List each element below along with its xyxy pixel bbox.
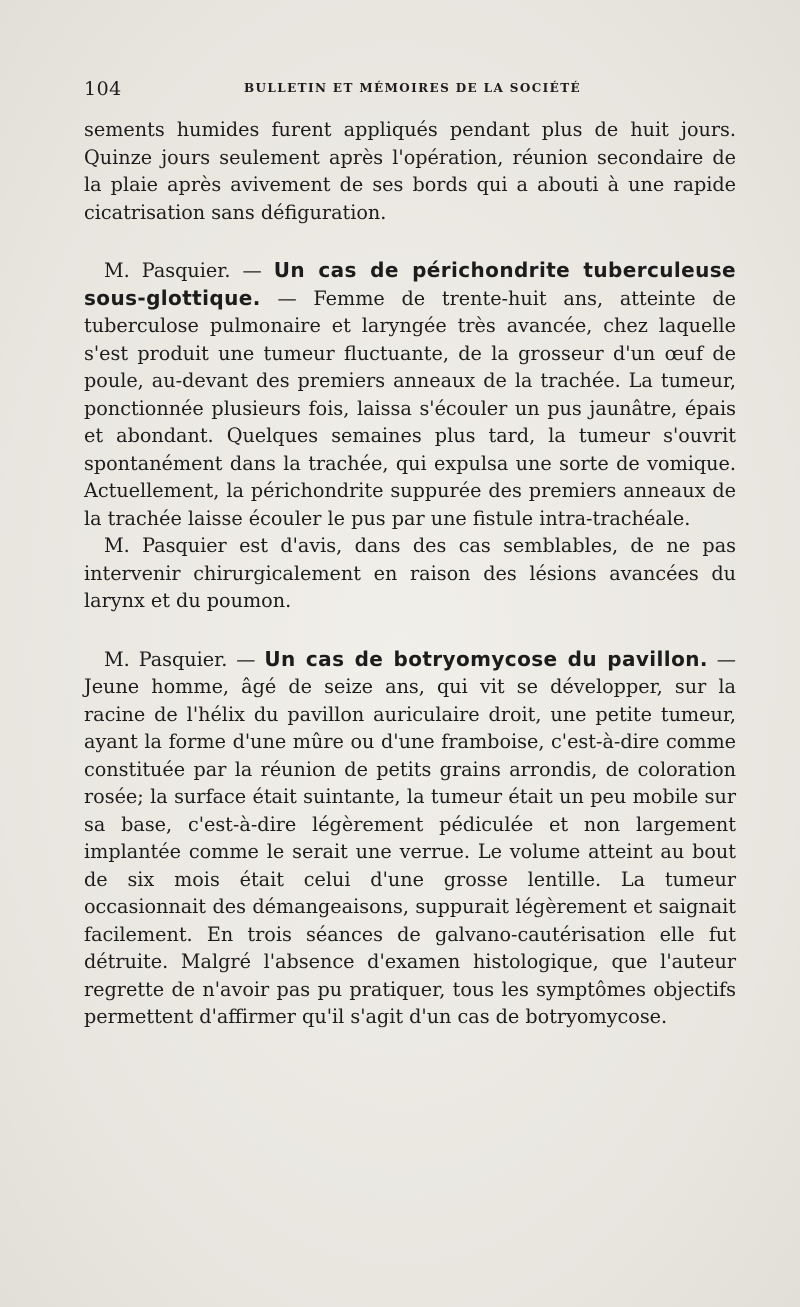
case-report-perichondritis [84, 257, 736, 532]
running-header [84, 78, 736, 100]
case-author: M. Pasquier. [104, 647, 228, 671]
case-title: Un cas de périchondrite tuberculeuse sous-glottique. [84, 258, 737, 310]
separator: — [230, 259, 274, 282]
case-text: — Femme de trente-huit ans, atteinte de tuberculose pulmonaire et laryngée très avancée, chez laquelle s'est produit une tumeur fluctuante, de la grosseur d'un œuf de poule, au-devant des premiers anneaux de la trachée. La tumeur, ponctionnée plusieurs fois, laissa s'écouler un pus jaunâtre, épais et abondant. Quelques semaines plus tard, la tumeur s'ouvrit spontanément dans la trachée, qui expulsa une sorte de vomique. Actuellement, la périchondrite suppurée des premiers anneaux de la trachée laisse écouler le pus par une fistule intra-trachéale. [84, 286, 736, 530]
case-author: M. Pasquier. [104, 259, 231, 282]
case-text: — Jeune homme, âgé de seize ans, qui vit se développer, sur la racine de l'hélix du pavillon auriculaire droit, une petite tumeur, ayant la forme d'une mûre ou d'une framboise, c'est-à-dire comme constituée par la réunion de petits grains arrondis, de coloration rosée; la surface était suintante, la tumeur était un peu mobile sur sa base, c'est-à-dire légèrement pédiculée et non largement implantée comme le serait une verrue. Le volume atteint au bout de six mois était celui d'une grosse lentille. La tumeur occasionnait des démangeaisons, suppurait légèrement et saignait facilement. En trois séances de galvano-cautérisation elle fut détruite. Malgré l'absence d'examen histologique, que l'auteur regrette de n'avoir pas pu pratiquer, tous les symptômes objectifs permettent d'affirmer qu'il s'agit d'un cas de botryomycose. [84, 647, 736, 1028]
body-text [84, 116, 736, 1031]
separator: — [227, 647, 265, 671]
paragraph-opinion: M. Pasquier est d'avis, dans des cas semblables, de ne pas intervenir chirurgicalement en raison des lésions avancées du larynx et du poumon. [84, 534, 736, 612]
case-report-botryomycosis [84, 646, 736, 1031]
case-title: Un cas de botryomycose du pavillon. [264, 646, 708, 671]
page-number: 104 [84, 78, 122, 100]
paragraph-continuation: sements humides furent appliqués pendant plus de huit jours. Quinze jours seulement après l'opération, réunion secondaire de la plaie après avivement de ses bords qui a abouti à une rapide cicatrisation sans défiguration. [84, 118, 736, 224]
running-title: BULLETIN ET MÉMOIRES DE LA SOCIÉTÉ [244, 81, 582, 95]
